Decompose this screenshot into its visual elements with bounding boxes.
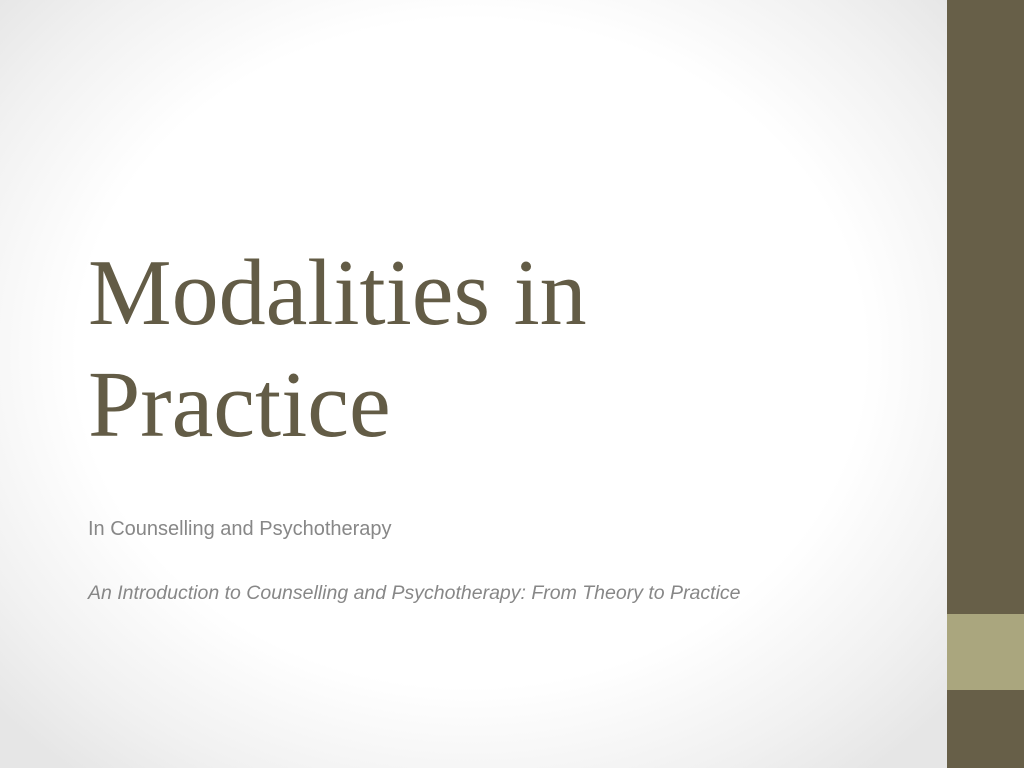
side-accent-block xyxy=(947,614,1024,690)
slide-source-reference: An Introduction to Counselling and Psychotherapy: From Theory to Practice xyxy=(88,582,741,604)
slide-subtitle: In Counselling and Psychotherapy xyxy=(88,518,392,540)
slide-title-line-2: Practice xyxy=(88,353,391,457)
slide-title xyxy=(88,237,928,461)
slide-title-line-1: Modalities in xyxy=(88,241,587,345)
